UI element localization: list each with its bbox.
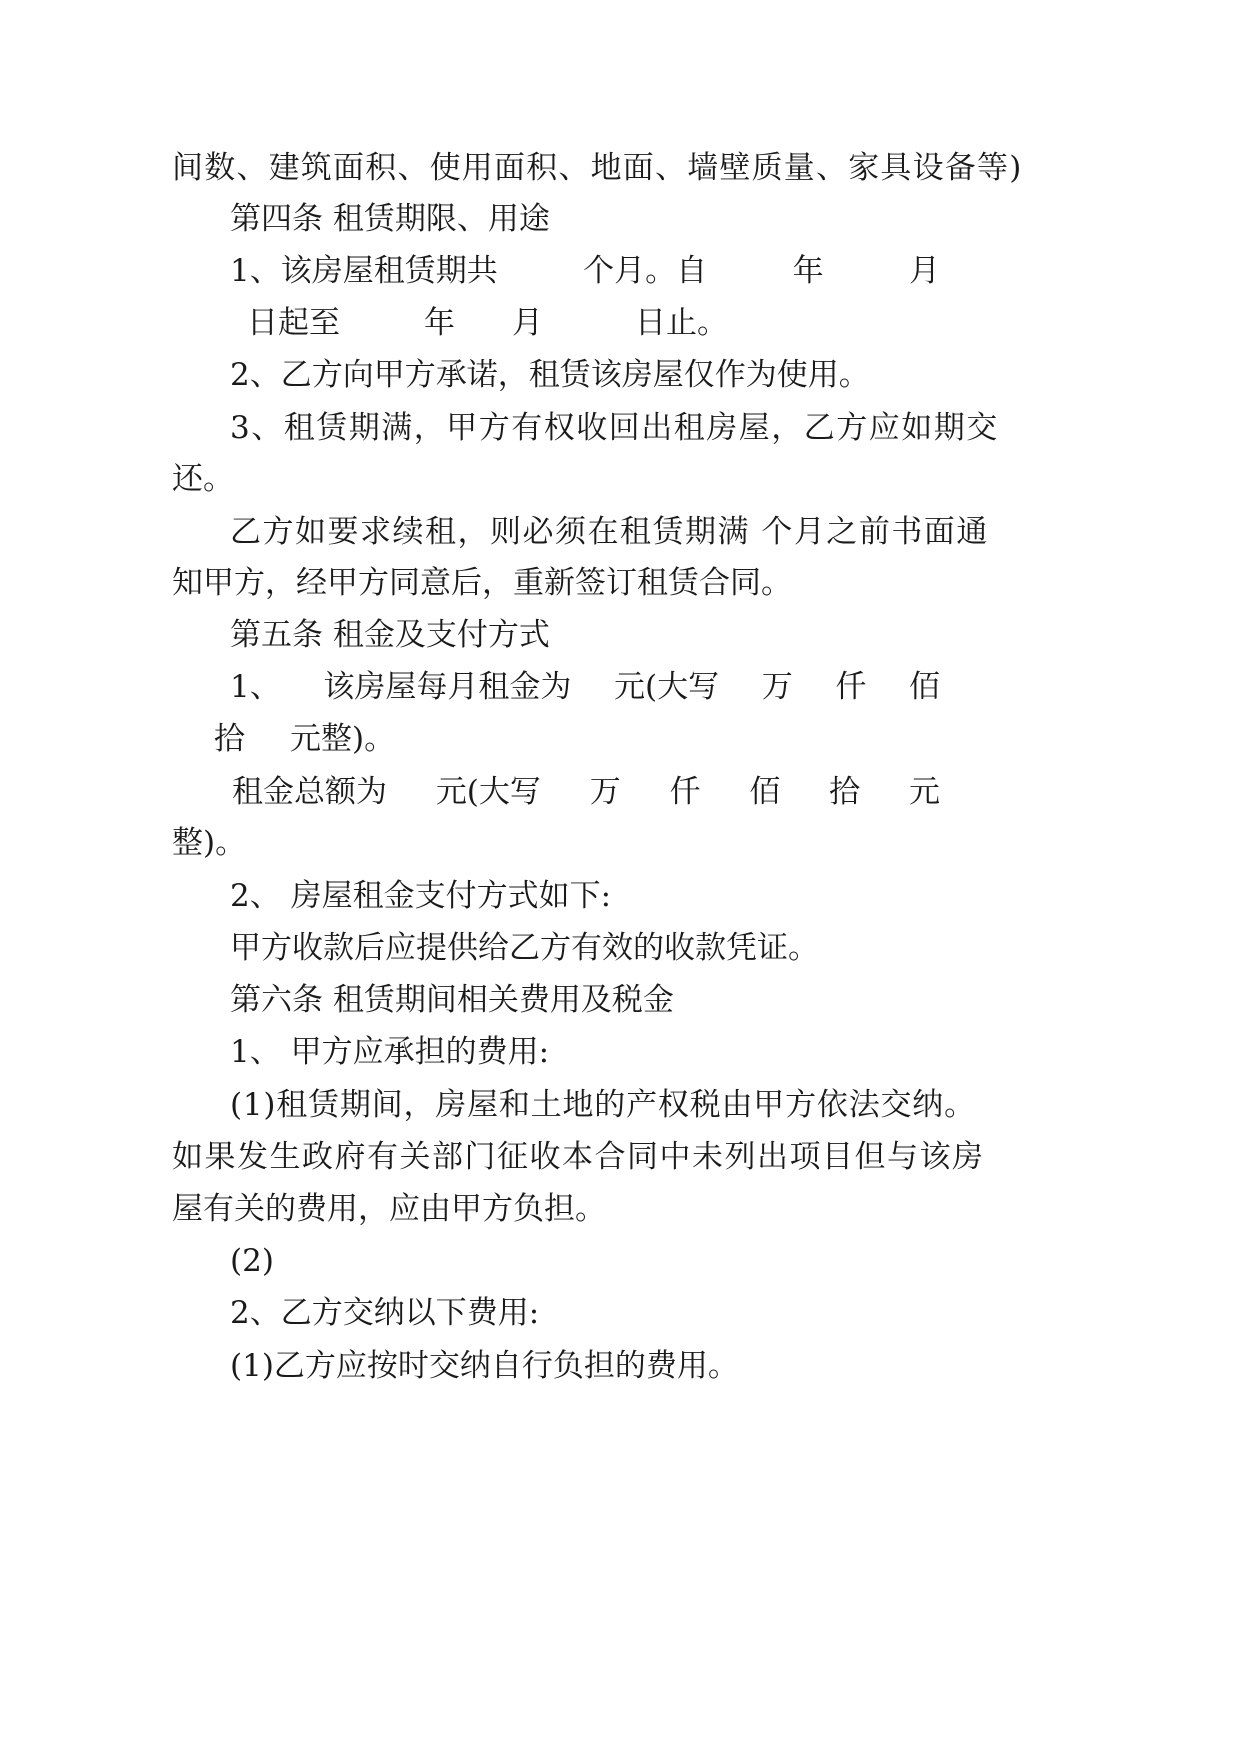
year-text: 年 bbox=[792, 253, 824, 289]
total-rent-text: 租金总额为 bbox=[232, 774, 387, 810]
article-4-clause-3-line-1: 3、租赁期满，甲方有权收回出租房屋，乙方应如期交 bbox=[230, 410, 999, 446]
receipt-line: 甲方收款后应提供给乙方有效的收款凭证。 bbox=[230, 930, 819, 966]
total-rent-line-1 bbox=[232, 772, 940, 812]
end-day-text: 日止。 bbox=[635, 305, 728, 341]
total-shi-text: 拾 bbox=[829, 774, 861, 810]
total-wan-text: 万 bbox=[589, 774, 621, 810]
article-5-clause-1-line-1 bbox=[230, 667, 940, 707]
article-6-clause-1-item-1-line-1: (1)租赁期间，房屋和土地的产权税由甲方依法交纳。 bbox=[230, 1087, 976, 1123]
lease-term-text: 1、该房屋租赁期共 bbox=[230, 253, 498, 289]
article-6-title: 第六条 租赁期间相关费用及税金 bbox=[230, 982, 674, 1018]
article-4-clause-3-line-2: 还。 bbox=[172, 461, 234, 497]
shi-text: 拾 bbox=[214, 721, 245, 757]
renewal-line-1: 乙方如要求续租，则必须在租赁期满 个月之前书面通 bbox=[230, 514, 989, 550]
end-month-text: 月 bbox=[512, 305, 543, 341]
total-yuan-uppercase-text: 元(大写 bbox=[435, 774, 541, 810]
end-year-text: 年 bbox=[424, 305, 455, 341]
article-6-clause-1-item-1-line-3: 屋有关的费用，应由甲方负担。 bbox=[172, 1191, 606, 1227]
article-6-clause-2: 2、乙方交纳以下费用: bbox=[230, 1295, 540, 1331]
wan-text: 万 bbox=[761, 669, 793, 705]
renewal-line-2: 知甲方，经甲方同意后，重新签订租赁合同。 bbox=[172, 565, 792, 601]
article-6-clause-1: 1、 甲方应承担的费用: bbox=[230, 1034, 550, 1070]
yuan-uppercase-text: 元(大写 bbox=[613, 669, 720, 705]
yuan-whole-text: 元整)。 bbox=[290, 721, 396, 757]
total-rent-line-2: 整)。 bbox=[172, 825, 247, 861]
day-from-to-text: 日起至 bbox=[247, 305, 340, 341]
article-4-clause-1-line-1 bbox=[230, 251, 940, 291]
total-bai-text: 佰 bbox=[749, 774, 781, 810]
article-5-title: 第五条 租金及支付方式 bbox=[230, 617, 550, 653]
qian-text: 仟 bbox=[835, 669, 867, 705]
month-text: 月 bbox=[909, 253, 940, 289]
clause-number: 1、 bbox=[230, 669, 281, 705]
months-from-text: 个月。自 bbox=[583, 253, 708, 289]
bai-text: 佰 bbox=[908, 669, 940, 705]
article-6-clause-1-item-2: (2) bbox=[230, 1243, 274, 1279]
monthly-rent-text: 该房屋每月租金为 bbox=[323, 669, 572, 705]
total-qian-text: 仟 bbox=[669, 774, 701, 810]
article-4-title: 第四条 租赁期限、用途 bbox=[230, 201, 550, 237]
text-line-rooms-area: 间数、建筑面积、使用面积、地面、墙壁质量、家具设备等) bbox=[172, 150, 1023, 186]
article-5-clause-2: 2、 房屋租金支付方式如下: bbox=[230, 878, 612, 914]
article-6-clause-2-item-1: (1)乙方应按时交纳自行负担的费用。 bbox=[230, 1348, 739, 1384]
article-6-clause-1-item-1-line-2: 如果发生政府有关部门征收本合同中未列出项目但与该房 bbox=[172, 1139, 985, 1175]
article-4-clause-2: 2、乙方向甲方承诺，租赁该房屋仅作为使用。 bbox=[230, 357, 870, 393]
total-yuan-text: 元 bbox=[908, 774, 940, 810]
